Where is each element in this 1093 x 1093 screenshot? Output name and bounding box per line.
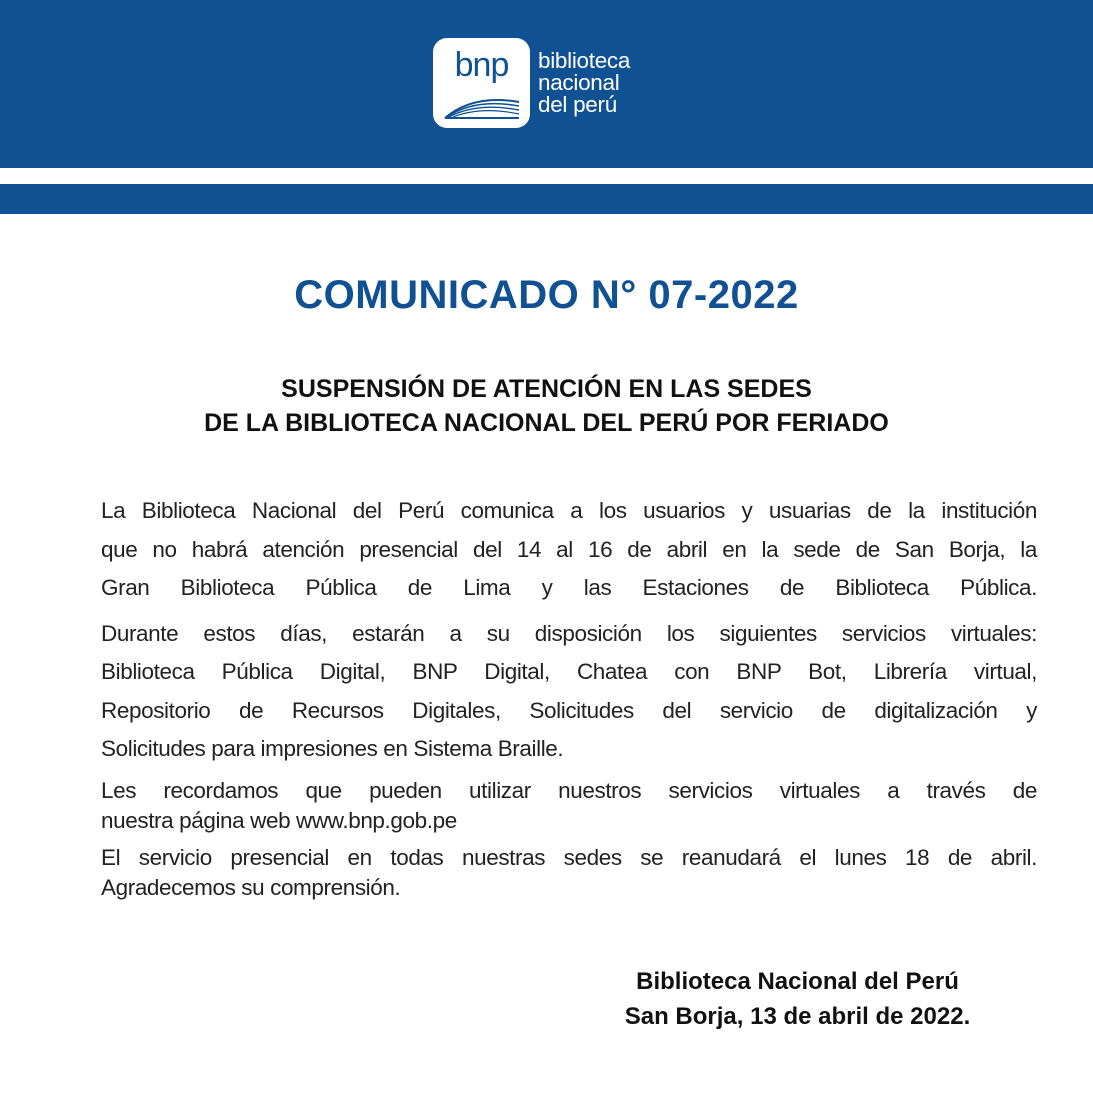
logo-word: biblioteca: [538, 48, 631, 73]
announcement-body: [101, 492, 1037, 910]
body-line: Gran Biblioteca Pública de Lima y las Estaciones de Biblioteca Pública.: [101, 575, 1037, 600]
bnp-logo: [433, 38, 630, 128]
signature-line: San Borja, 13 de abril de 2022.: [624, 1003, 971, 1030]
body-line: Biblioteca Pública Digital, BNP Digital, Chatea con BNP Bot, Librería virtual,: [101, 659, 1037, 684]
paragraph-closure: [101, 492, 1037, 608]
paragraph-website: [101, 776, 1037, 836]
logo-mark: [433, 38, 530, 128]
body-line: Agradecemos su comprensión.: [101, 874, 401, 900]
signature-block: [560, 964, 1035, 1034]
body-line: Repositorio de Recursos Digitales, Solicitudes del servicio de digitalización y: [101, 697, 1037, 723]
book-wave-icon: [443, 90, 521, 120]
header-stripe: [0, 184, 1093, 214]
body-line: El servicio presencial en todas nuestras sedes se reanudará el lunes 18 de abril.: [101, 844, 1037, 870]
body-line: Solicitudes para impresiones en Sistema Braille.: [101, 736, 564, 761]
body-line: que no habrá atención presencial del 14 al 16 de abril en la sede de San Borja, la: [101, 536, 1037, 562]
body-line: La Biblioteca Nacional del Perú comunica a los usuarios y usuarias de la institución: [101, 498, 1037, 523]
logo-mark-text: bnp: [454, 46, 509, 84]
signature-line: Biblioteca Nacional del Perú: [636, 968, 959, 995]
logo-word: del perú: [538, 92, 617, 117]
paragraph-virtual-services: [101, 615, 1037, 769]
subtitle-line: SUSPENSIÓN DE ATENCIÓN EN LAS SEDES: [281, 375, 812, 403]
logo-wordmark: [538, 50, 630, 116]
body-line: nuestra página web www.bnp.gob.pe: [101, 807, 457, 833]
logo-word: nacional: [538, 70, 620, 95]
page-title: COMUNICADO N° 07-2022: [294, 273, 799, 317]
body-line: Les recordamos que pueden utilizar nuestros servicios virtuales a través de: [101, 777, 1037, 803]
body-line: Durante estos días, estarán a su disposición los siguientes servicios virtuales:: [101, 620, 1037, 646]
subtitle-line: DE LA BIBLIOTECA NACIONAL DEL PERÚ POR FERIADO: [204, 409, 889, 437]
subtitle: [0, 372, 1093, 440]
paragraph-resume: [101, 843, 1037, 903]
